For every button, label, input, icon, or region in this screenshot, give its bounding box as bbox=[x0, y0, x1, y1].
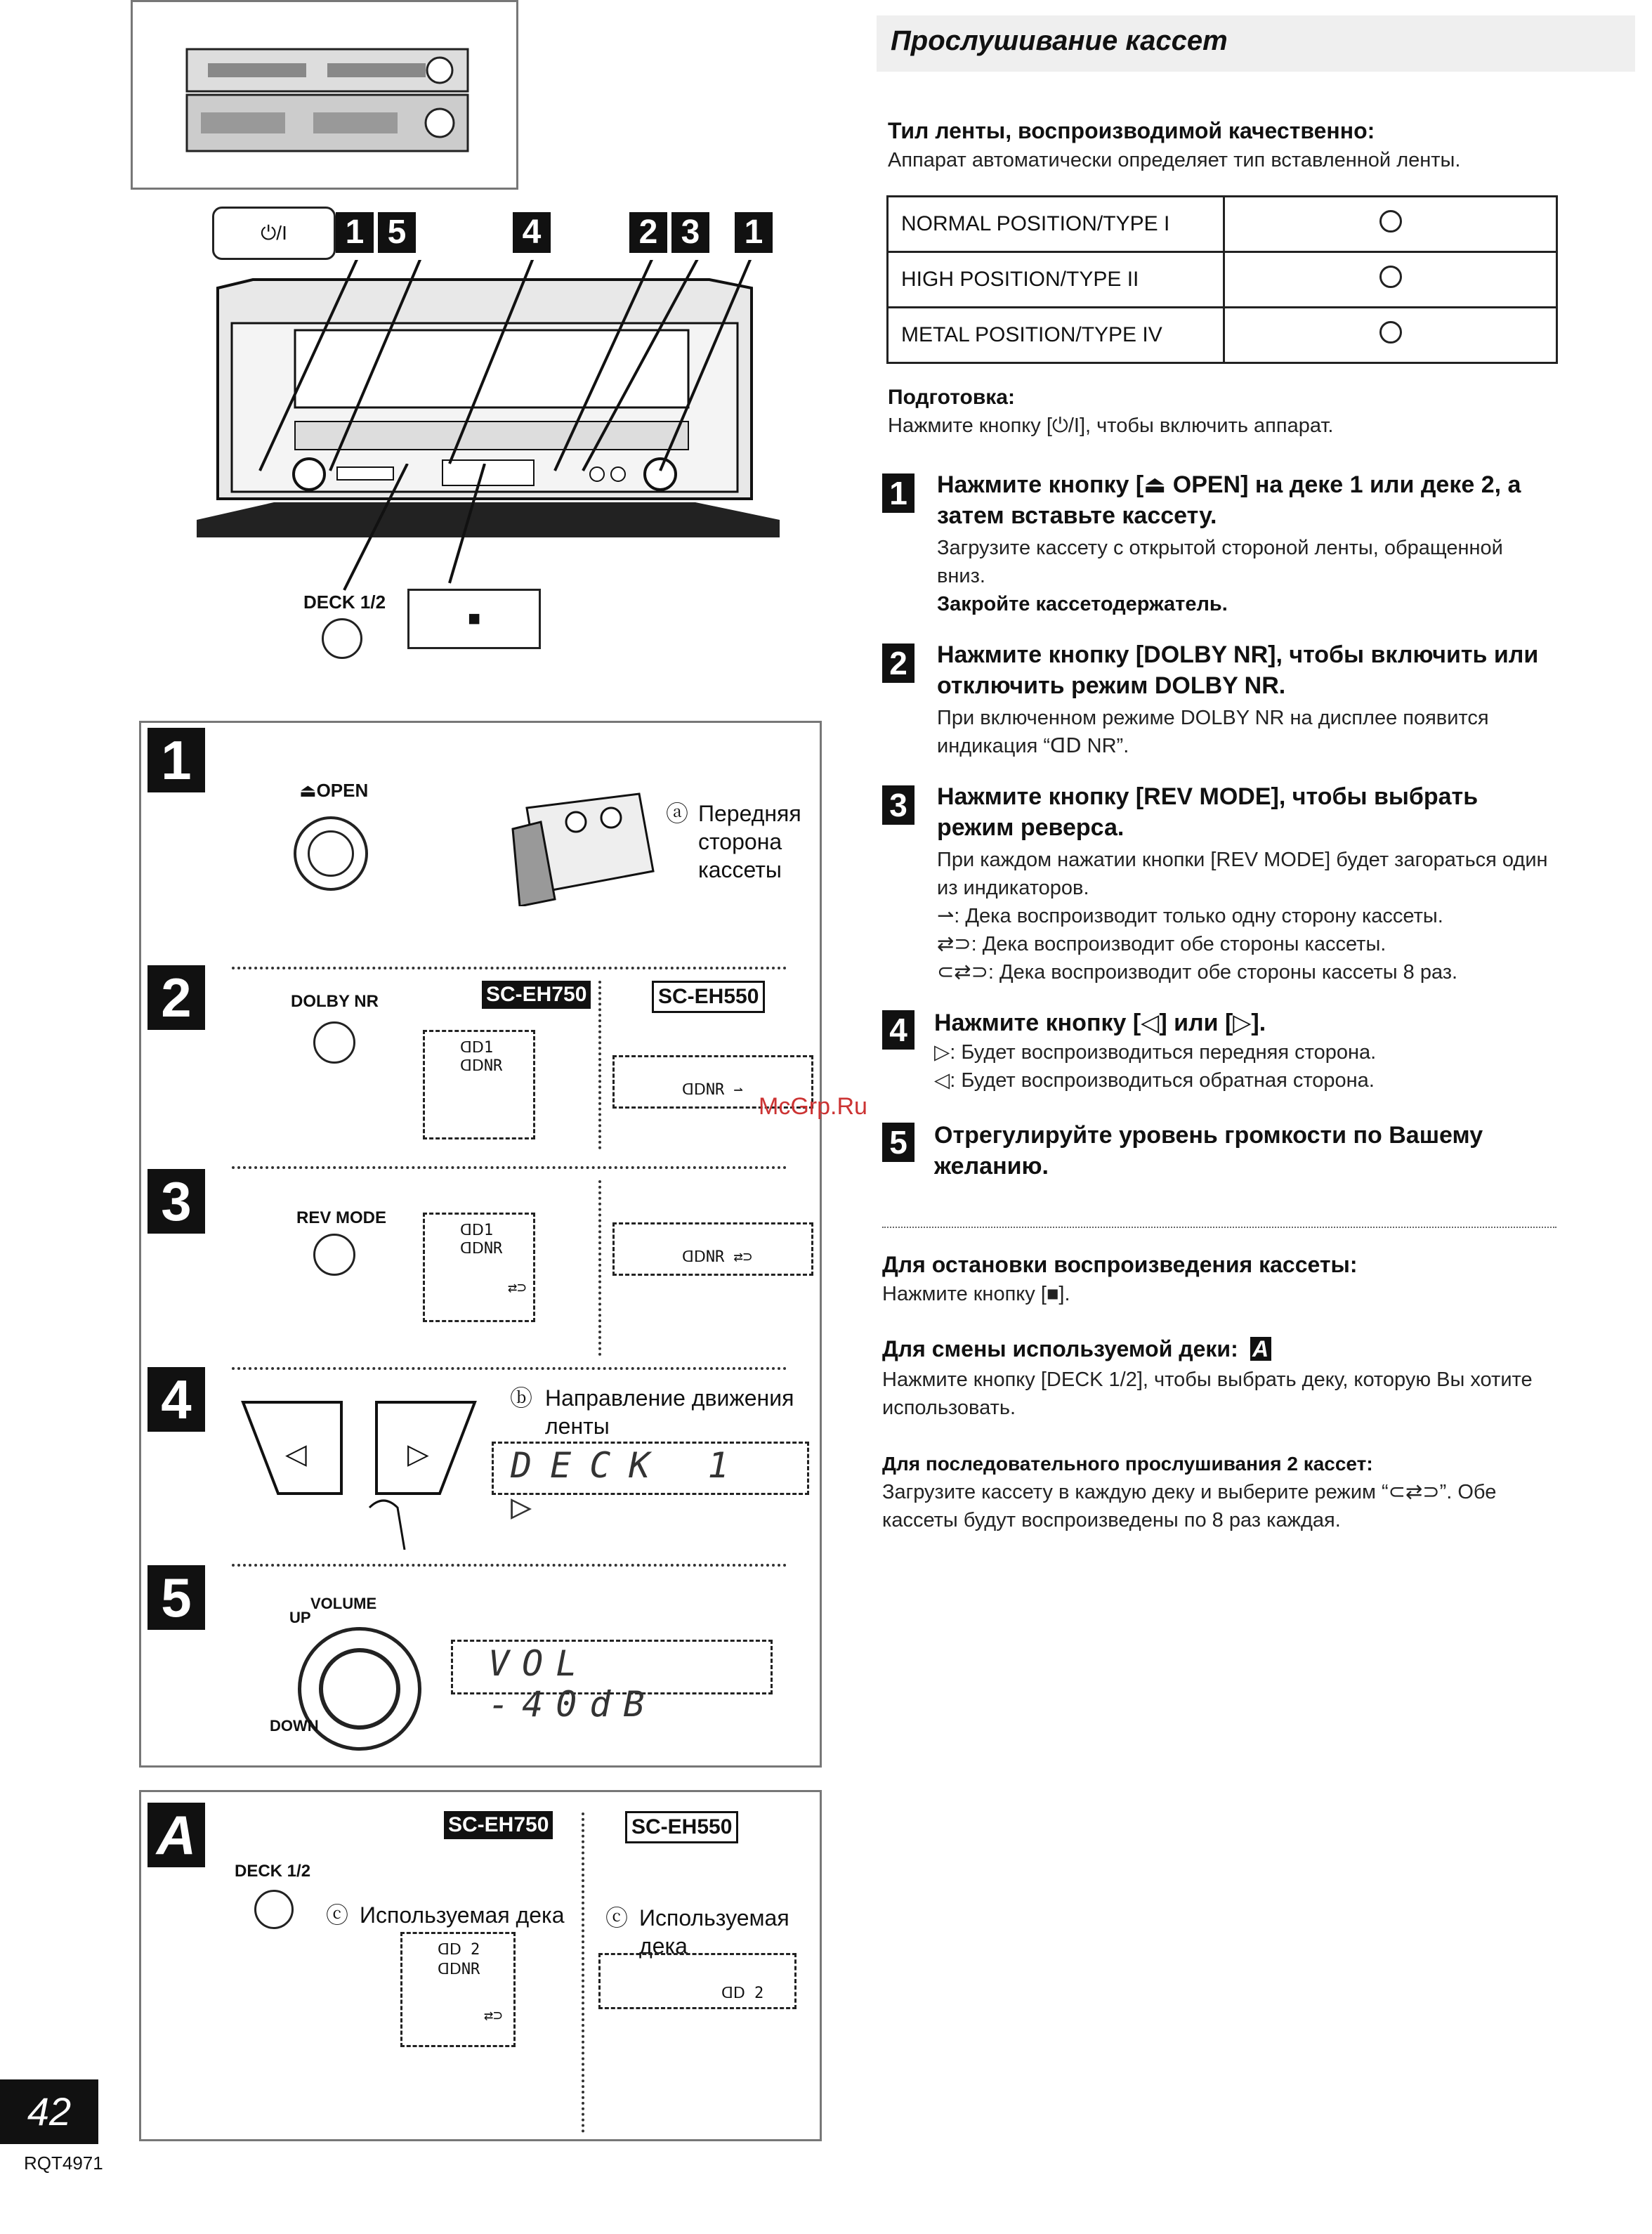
divider-1 bbox=[232, 967, 787, 969]
deck-pointer-line bbox=[337, 464, 421, 604]
sequential-text: Загрузите кассету в каждую деку и выберите режим “⊂⇄⊃”. Обе кассеты будут воспроизведены по 8 раз каждая. bbox=[882, 1481, 1497, 1531]
fig4-display-text: DECK 1 ▷ bbox=[511, 1445, 747, 1527]
divider-4 bbox=[232, 1564, 787, 1567]
stop-heading: Для остановки воспроизведения кассеты: bbox=[882, 1252, 1358, 1277]
section-divider bbox=[882, 1227, 1556, 1228]
step-3-line-3: ⇄⊃: Дека воспроизводит обе стороны кассеты. bbox=[937, 933, 1386, 955]
callout-1a: 1 bbox=[336, 212, 374, 253]
page-number: 42 bbox=[0, 2079, 98, 2144]
fig3-rev-button[interactable] bbox=[313, 1234, 355, 1276]
figA-note-a: Используемая дека bbox=[360, 1902, 565, 1928]
step-1-title: Нажмите кнопку [⏏ OPEN] на деке 1 или деке 2, а затем вставьте кассету. bbox=[937, 471, 1521, 529]
fig1-open-label: ⏏OPEN bbox=[299, 780, 369, 801]
fig1-note-1: Передняя bbox=[698, 801, 801, 826]
fig5-up-label: UP bbox=[289, 1609, 311, 1626]
change-deck-heading bbox=[882, 1335, 1271, 1363]
figA-deck-label: DECK 1/2 bbox=[235, 1862, 311, 1881]
fig2-dolby-label: DOLBY NR bbox=[291, 992, 379, 1011]
fig2-lcd-a-line2: ᗡᗞNR bbox=[460, 1057, 503, 1075]
fig1-note-3: кассеты bbox=[698, 857, 782, 882]
fig5-down-label: DOWN bbox=[270, 1717, 319, 1735]
callout-5: 5 bbox=[378, 212, 416, 253]
callout-4-wrap bbox=[513, 212, 555, 253]
step-1-number: 1 bbox=[882, 473, 914, 513]
fig4-left-button[interactable]: ◁ bbox=[285, 1439, 307, 1470]
figA-model-a: SC-EH750 bbox=[444, 1811, 553, 1839]
fig2-model-a: SC-EH750 bbox=[482, 981, 591, 1009]
table-row bbox=[888, 197, 1557, 252]
step-4-line-2: ◁: Будет воспроизводиться обратная сторона. bbox=[934, 1069, 1375, 1092]
fig3-lcd-b-text: ᗡᗞNR ⇄⊃ bbox=[682, 1248, 753, 1266]
stop-text: Нажмите кнопку [■]. bbox=[882, 1283, 1070, 1305]
fig3-lcd-a-line2: ᗡᗞNR bbox=[460, 1240, 503, 1258]
step-3-title: Нажмите кнопку [REV MODE], чтобы выбрать режим реверса. bbox=[937, 783, 1479, 841]
figA-model-b: SC-EH550 bbox=[625, 1811, 738, 1843]
fig5-display-text: VOL -40dB bbox=[488, 1643, 657, 1725]
callout-1b: 1 bbox=[735, 212, 773, 253]
change-deck-heading-text: Для смены используемой деки: bbox=[882, 1336, 1238, 1361]
step-4-number: 4 bbox=[882, 1010, 914, 1050]
circle-mark-icon bbox=[1379, 210, 1402, 233]
stop-symbol: ■ bbox=[467, 607, 481, 630]
figA-lcd-a-line1: ᗡᗞ 2 bbox=[438, 1941, 480, 1959]
tape-type-name: METAL POSITION/TYPE IV bbox=[888, 308, 1224, 363]
mini-system-illustration bbox=[131, 0, 518, 190]
step-4-title: Нажмите кнопку [◁] или [▷]. bbox=[934, 1010, 1266, 1036]
tape-type-mark bbox=[1224, 252, 1557, 308]
fig1-note-2: сторона bbox=[698, 829, 782, 854]
figA-lcd-a-line3: ⇄⊃ bbox=[484, 2007, 503, 2025]
fig2-lcd-a-line1: ᗡᗞ1 bbox=[460, 1039, 494, 1057]
table-row bbox=[888, 308, 1557, 363]
figA-badge: A bbox=[148, 1803, 205, 1867]
fig3-model-separator bbox=[598, 1180, 601, 1356]
deck-label: DECK 1/2 bbox=[303, 592, 386, 613]
fig4-note-2: ленты bbox=[545, 1413, 610, 1439]
fig4-note-mark: ⓑ bbox=[510, 1385, 533, 1411]
callout-3: 3 bbox=[671, 212, 709, 253]
fig4-note-1: Направление движения bbox=[545, 1385, 794, 1411]
circle-mark-icon bbox=[1379, 266, 1402, 288]
step-3-line-4: ⊂⇄⊃: Дека воспроизводит обе стороны кассеты 8 раз. bbox=[937, 961, 1458, 984]
fig5-display bbox=[451, 1640, 773, 1725]
figA-model-separator bbox=[582, 1812, 584, 2133]
stop-pointer-line bbox=[421, 464, 506, 590]
fig1-badge: 1 bbox=[148, 728, 205, 792]
fig3-rev-label: REV MODE bbox=[296, 1208, 387, 1227]
figA-lcd-b bbox=[598, 1953, 796, 2009]
figA-lcd-b-text: ᗡᗞ 2 bbox=[721, 1985, 764, 2002]
change-deck-text: Нажмите кнопку [DECK 1/2], чтобы выбрать деку, которую Вы хотите использовать. bbox=[882, 1369, 1533, 1419]
step-1-line-1: Загрузите кассету с открытой стороной ленты, обращенной вниз. bbox=[937, 537, 1503, 587]
fig4-right-button[interactable]: ▷ bbox=[407, 1439, 429, 1470]
deck-button[interactable] bbox=[322, 618, 362, 659]
tape-types-table bbox=[886, 195, 1558, 364]
document-code: RQT4971 bbox=[24, 2153, 103, 2174]
fig4-direction-buttons bbox=[236, 1388, 489, 1550]
power-button[interactable] bbox=[212, 207, 336, 260]
step-2 bbox=[882, 639, 1556, 760]
sequential-heading: Для последовательного прослушивания 2 кассет: bbox=[882, 1453, 1373, 1475]
fig1-note-mark: ⓐ bbox=[666, 801, 689, 826]
stop-button[interactable] bbox=[407, 589, 541, 649]
fig5-volume-knob-inner bbox=[319, 1648, 400, 1730]
fig3-lcd-b bbox=[612, 1222, 813, 1276]
fig3-lcd-a bbox=[423, 1213, 535, 1322]
fig2-model-b: SC-EH550 bbox=[652, 981, 765, 1013]
tape-types-intro: Аппарат автоматически определяет тип вставленной ленты. bbox=[888, 149, 1461, 171]
step-4-line-1: ▷: Будет воспроизводиться передняя сторона. bbox=[934, 1041, 1377, 1064]
fig1-cassette-illustration bbox=[492, 787, 660, 906]
fig5-badge: 5 bbox=[148, 1565, 205, 1630]
fig2-dolby-button[interactable] bbox=[313, 1021, 355, 1064]
fig2-badge: 2 bbox=[148, 965, 205, 1030]
fig2-model-separator bbox=[598, 981, 601, 1149]
figA-lcd-a bbox=[400, 1932, 516, 2047]
circle-mark-icon bbox=[1379, 321, 1402, 344]
fig5-volume-label: VOLUME bbox=[310, 1595, 377, 1612]
step-3-line-2: ⇀: Дека воспроизводит только одну сторону кассеты. bbox=[937, 905, 1443, 927]
table-row bbox=[888, 252, 1557, 308]
figA-lcd-a-line2: ᗡᗞNR bbox=[438, 1961, 480, 1978]
figA-note-b-mark: ⓒ bbox=[605, 1905, 629, 1931]
tape-types-heading: Тил ленты, воспроизводимой качественно: bbox=[888, 118, 1375, 143]
figA-note-b-1: Используемая bbox=[639, 1905, 789, 1931]
tape-type-mark bbox=[1224, 308, 1557, 363]
callout-23-wrap bbox=[629, 212, 714, 253]
fig3-lcd-a-line1: ᗡᗞ1 bbox=[460, 1222, 494, 1239]
preparation-text: Нажмите кнопку [⏻/I], чтобы включить аппарат. bbox=[888, 414, 1334, 437]
divider-2 bbox=[232, 1166, 787, 1169]
step-2-title: Нажмите кнопку [DOLBY NR], чтобы включить или отключить режим DOLBY NR. bbox=[937, 641, 1539, 699]
step-3-number: 3 bbox=[882, 785, 914, 825]
step-1 bbox=[882, 469, 1556, 618]
step-1-bold-line: Закройте кассетодержатель. bbox=[937, 593, 1228, 615]
step-5 bbox=[882, 1120, 1556, 1182]
callout-4: 4 bbox=[513, 212, 551, 253]
page-title: Прослушивание кассет bbox=[891, 25, 1228, 56]
callout-1b-wrap bbox=[735, 212, 777, 253]
fig3-lcd-a-line3: ⇄⊃ bbox=[508, 1279, 527, 1297]
tape-type-name: HIGH POSITION/TYPE II bbox=[888, 252, 1224, 308]
figA-note-b-2: дека bbox=[639, 1933, 688, 1959]
fig2-lcd-b-text: ᗡᗞNR ⇀ bbox=[682, 1081, 743, 1099]
step-3-line-1: При каждом нажатии кнопки [REV MODE] будет загораться один из индикаторов. bbox=[937, 849, 1548, 899]
tape-type-name: NORMAL POSITION/TYPE I bbox=[888, 197, 1224, 252]
step-3 bbox=[882, 781, 1556, 986]
fig3-badge: 3 bbox=[148, 1169, 205, 1234]
step-5-title: Отрегулируйте уровень громкости по Вашему желанию. bbox=[934, 1122, 1483, 1180]
callout-row bbox=[336, 212, 420, 253]
step-2-number: 2 bbox=[882, 644, 914, 683]
step-4 bbox=[882, 1007, 1556, 1095]
preparation-heading: Подготовка: bbox=[888, 386, 1015, 409]
fig4-badge: 4 bbox=[148, 1367, 205, 1432]
step-2-line-1: При включенном режиме DOLBY NR на дисплее появится индикация “ᗡᗞ NR”. bbox=[937, 707, 1489, 757]
step-5-number: 5 bbox=[882, 1123, 914, 1162]
fig1-open-button-inner bbox=[308, 830, 354, 877]
divider-3 bbox=[232, 1367, 787, 1370]
fig4-display bbox=[492, 1442, 809, 1527]
power-label: ⏻/I bbox=[261, 222, 287, 244]
tape-type-mark bbox=[1224, 197, 1557, 252]
watermark: McGrp.Ru bbox=[759, 1093, 867, 1120]
figA-note-a-mark: ⓒ bbox=[326, 1902, 349, 1928]
figA-deck-button[interactable] bbox=[254, 1890, 294, 1929]
callout-2: 2 bbox=[629, 212, 667, 253]
change-deck-badge: A bbox=[1250, 1337, 1271, 1361]
fig2-lcd-a bbox=[423, 1030, 535, 1139]
